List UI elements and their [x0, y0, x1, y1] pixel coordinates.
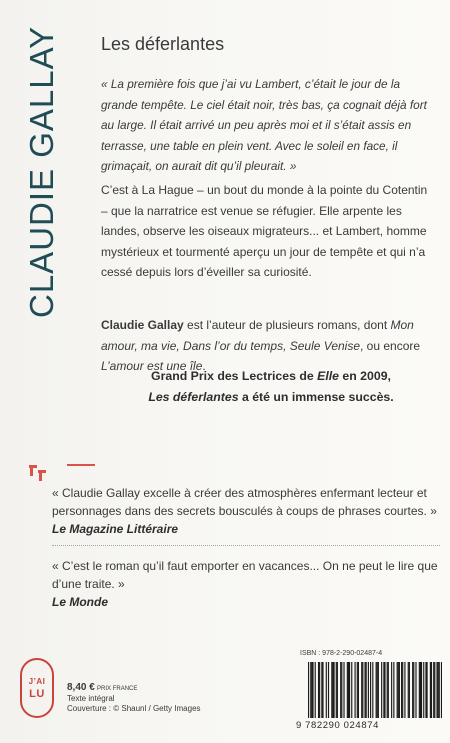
barcode-bar	[381, 662, 382, 718]
review-source: Le Magazine Littéraire	[52, 522, 179, 536]
barcode-bar	[439, 662, 440, 718]
barcode-bar	[351, 662, 352, 718]
barcode-bar	[326, 662, 327, 718]
review-source: Le Monde	[52, 595, 108, 609]
barcode-bar	[434, 662, 435, 718]
review-text: « C’est le roman qu’il faut emporter en vacances... On ne peut le lire que d’une traite. »	[52, 559, 438, 591]
barcode-bar	[409, 662, 410, 718]
barcode-bar	[366, 662, 367, 718]
barcode-bar	[431, 662, 432, 718]
barcode-bar	[397, 662, 398, 718]
barcode-bar	[384, 662, 385, 718]
publisher-logo-line-1: J’AI	[28, 677, 46, 686]
barcode-bar	[420, 662, 421, 718]
prize-line-1	[101, 366, 441, 387]
barcode-bar	[372, 662, 373, 718]
book-synopsis: C’est à La Hague – un bout du monde à la pointe du Cotentin – que la narratrice est venue se réfugier. Elle arpente les landes, observe les oiseaux migrateurs... et Lambert, homme mystérieux et tourmenté aperçu un jour de tempête et qui n’a cessé depuis lors d’éveiller sa curiosité.	[101, 183, 428, 279]
barcode-bar	[315, 662, 316, 718]
barcode-bar	[378, 662, 379, 718]
book-title: Les déferlantes	[101, 34, 225, 54]
barcode-bar	[312, 662, 313, 718]
barcode-bar	[368, 662, 369, 718]
accent-rule	[67, 464, 95, 466]
barcode-bar	[362, 662, 363, 718]
barcode-bar	[419, 662, 420, 718]
barcode-bar	[426, 662, 427, 718]
barcode-bar	[321, 662, 322, 718]
quote-icon	[28, 462, 50, 482]
prize-line-2	[101, 387, 441, 408]
barcode-bar	[318, 662, 319, 718]
barcode-bar	[438, 662, 439, 718]
barcode-bar	[310, 662, 311, 718]
barcode-bar	[341, 662, 342, 718]
barcode-bar	[391, 662, 392, 718]
price-amount: 8,40 €	[67, 682, 95, 693]
prize-book-title: Les déferlantes	[148, 389, 239, 404]
barcode-bar	[398, 662, 399, 718]
author-name-vertical: CLAUDIE GALLAY	[23, 25, 60, 318]
barcode-bar	[340, 662, 341, 718]
barcode-bar	[370, 662, 371, 718]
barcode-bar	[399, 662, 400, 718]
barcode-bar	[348, 662, 349, 718]
barcode-bar	[421, 662, 422, 718]
author-note-text: est l’auteur de plusieurs romans, dont	[183, 318, 391, 332]
barcode-bar	[337, 662, 338, 718]
cover-credit: Couverture : © Shaunl / Getty Images	[67, 704, 201, 713]
barcode-bar	[332, 662, 333, 718]
barcode-bar	[319, 662, 320, 718]
barcode-bar	[383, 662, 384, 718]
barcode-bar	[413, 662, 414, 718]
author-name: Claudie Gallay	[101, 318, 184, 332]
barcode-bar	[349, 662, 350, 718]
author-note-end: .	[202, 359, 206, 373]
barcode-bar	[358, 662, 359, 718]
barcode-bar	[401, 662, 402, 718]
barcode-bar	[355, 662, 356, 718]
barcode-bar	[331, 662, 332, 718]
price-block	[67, 683, 201, 714]
price-label: PRIX FRANCE	[97, 686, 138, 692]
edition-note: Texte intégral	[67, 694, 115, 703]
barcode-bar	[333, 662, 334, 718]
review-text: « Claudie Gallay excelle à créer des atmosphères enfermant lecteur et personnages dans des secrets bousculés à coups de phrases courtes. »	[52, 486, 437, 518]
barcode-bar	[308, 662, 309, 718]
quote-divider	[52, 545, 440, 546]
publisher-logo-line-2: LU	[29, 688, 45, 700]
barcode-bar	[430, 662, 431, 718]
barcode-bar	[364, 662, 365, 718]
barcode-bar	[387, 662, 388, 718]
barcode-bar	[357, 662, 358, 718]
author-works: Mon amour, ma vie, Dans l’or du temps, Seule Venise	[101, 318, 414, 353]
barcode-bar	[412, 662, 413, 718]
barcode-bar	[311, 662, 312, 718]
review-quote	[52, 484, 440, 538]
barcode-bar	[408, 662, 409, 718]
barcode-bar	[404, 662, 405, 718]
barcode-bar	[376, 662, 377, 718]
barcode-bar	[361, 662, 362, 718]
book-excerpt: « La première fois que j’ai vu Lambert, c’était le jour de la grande tempête. Le ciel était noir, très bas, ça cognait déjà fort au large. Il était arrivé un peu après moi et il s’était assis en terrasse, une table en plein vent. Avec le soleil en face, il grimaçait, on aurait dit qu’il pleurait. »	[101, 77, 427, 173]
barcode-bar	[436, 662, 437, 718]
barcode-bar	[322, 662, 323, 718]
author-note-text-2: , ou encore	[360, 338, 421, 353]
prize-statement	[101, 366, 441, 407]
author-work-last: L’amour est une île	[101, 359, 203, 373]
barcode-bar	[425, 662, 426, 718]
barcode-digits: 9 782290 024874	[296, 720, 379, 731]
barcode-bar	[388, 662, 389, 718]
isbn-label: ISBN : 978-2-290-02487-4	[300, 650, 383, 657]
barcode-bar	[343, 662, 344, 718]
barcode-bar	[441, 662, 442, 718]
barcode-bar	[423, 662, 424, 718]
barcode-bar	[433, 662, 434, 718]
prize-text: Grand Prix des Lectrices de	[151, 369, 318, 383]
barcode-bar	[402, 662, 403, 718]
review-quote	[52, 557, 440, 611]
barcode	[308, 662, 442, 718]
barcode-bar	[393, 662, 394, 718]
prize-magazine: Elle	[317, 369, 339, 383]
publisher-logo	[20, 658, 54, 718]
barcode-bar	[377, 662, 378, 718]
barcode-bar	[328, 662, 329, 718]
prize-success: a été un immense succès.	[238, 389, 394, 404]
barcode-bar	[336, 662, 337, 718]
barcode-bar	[415, 662, 416, 718]
barcode-bar	[347, 662, 348, 718]
prize-year: en 2009,	[339, 369, 391, 383]
